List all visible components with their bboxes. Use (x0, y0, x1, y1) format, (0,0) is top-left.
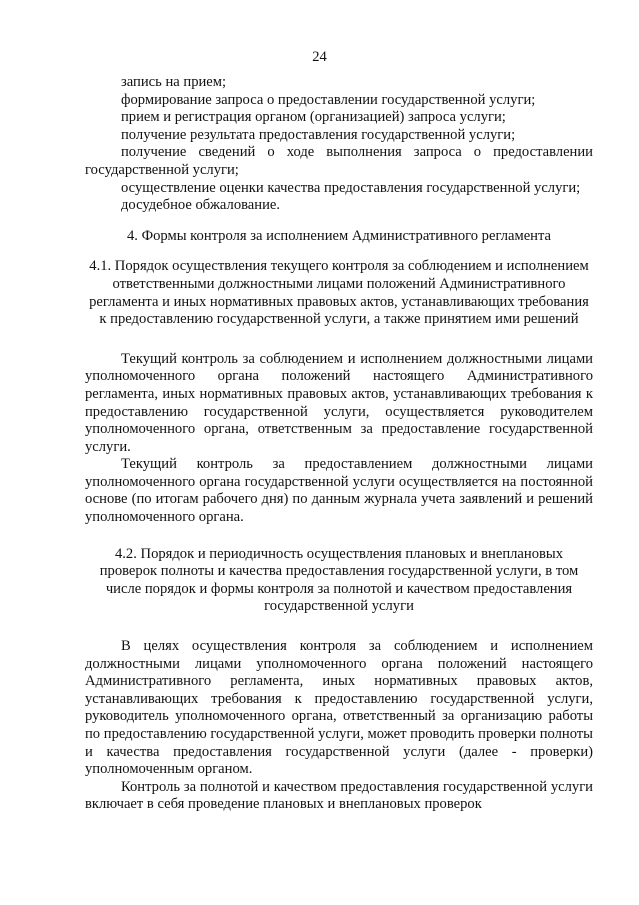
subsection-4-2-title: 4.2. Порядок и периодичность осуществления плановых и внеплановых проверок полноты и качества предоставления государственной услуги, в том числе порядок и формы контроля за полнотой и качеством предоставления государственной услуги (99, 545, 579, 615)
list-item: получение результата предоставления государственной услуги; (121, 126, 516, 143)
paragraph: В целях осуществления контроля за соблюдением и исполнением должностными лицами уполномоченного органа положений настоящего Административного регламента, иных нормативных правовых актов, устанавливающих требования к предоставлению государственной услуги, руководитель уполномоченного органа, ответственный за организацию работы по предоставлению государственной услуги, может проводить проверки полноты и качества предоставления государственной услуги (далее - проверки) уполномоченным органом. (85, 638, 593, 778)
paragraph: Контроль за полнотой и качеством предоставления государственной услуги включает в себя проведение плановых и внеплановых проверок (85, 778, 593, 813)
paragraph: Текущий контроль за предоставлением должностными лицами уполномоченного органа государственной услуги осуществляется на постоянной основе (по итогам рабочего дня) по данным журнала учета заявлений и решений уполномоченного органа. (85, 456, 593, 526)
service-actions-list (85, 74, 593, 215)
list-item: запись на прием; (121, 74, 227, 90)
list-item: осуществление оценки качества предоставления государственной услуги; (121, 179, 581, 196)
list-item: прием и регистрация органом (организацией) запроса услуги; (121, 109, 506, 126)
list-item: формирование запроса о предоставлении государственной услуги; (121, 91, 536, 108)
subsection-4-1-title: 4.1. Порядок осуществления текущего контроля за соблюдением и исполнением ответственными должностными лицами положений Административного регламента и иных нормативных правовых актов, устанавливающих требования к предоставлению государственной услуги, а также принятием ими решений (89, 258, 589, 328)
document-body (85, 74, 593, 814)
section-4-title: 4. Формы контроля за исполнением Административного регламента (126, 227, 552, 244)
page-number: 24 (312, 49, 327, 65)
list-item: получение сведений о ходе выполнения запроса о предоставлении государственной услуги; (85, 144, 593, 178)
list-item: досудебное обжалование. (121, 197, 281, 214)
paragraph: Текущий контроль за соблюдением и исполнением должностными лицами уполномоченного органа положений настоящего Административного регламента, иных нормативных правовых актов, устанавливающих требования к предоставлению государственной услуги, осуществляется руководителем уполномоченного органа, ответственным за предоставление государственной услуги. (85, 350, 593, 455)
